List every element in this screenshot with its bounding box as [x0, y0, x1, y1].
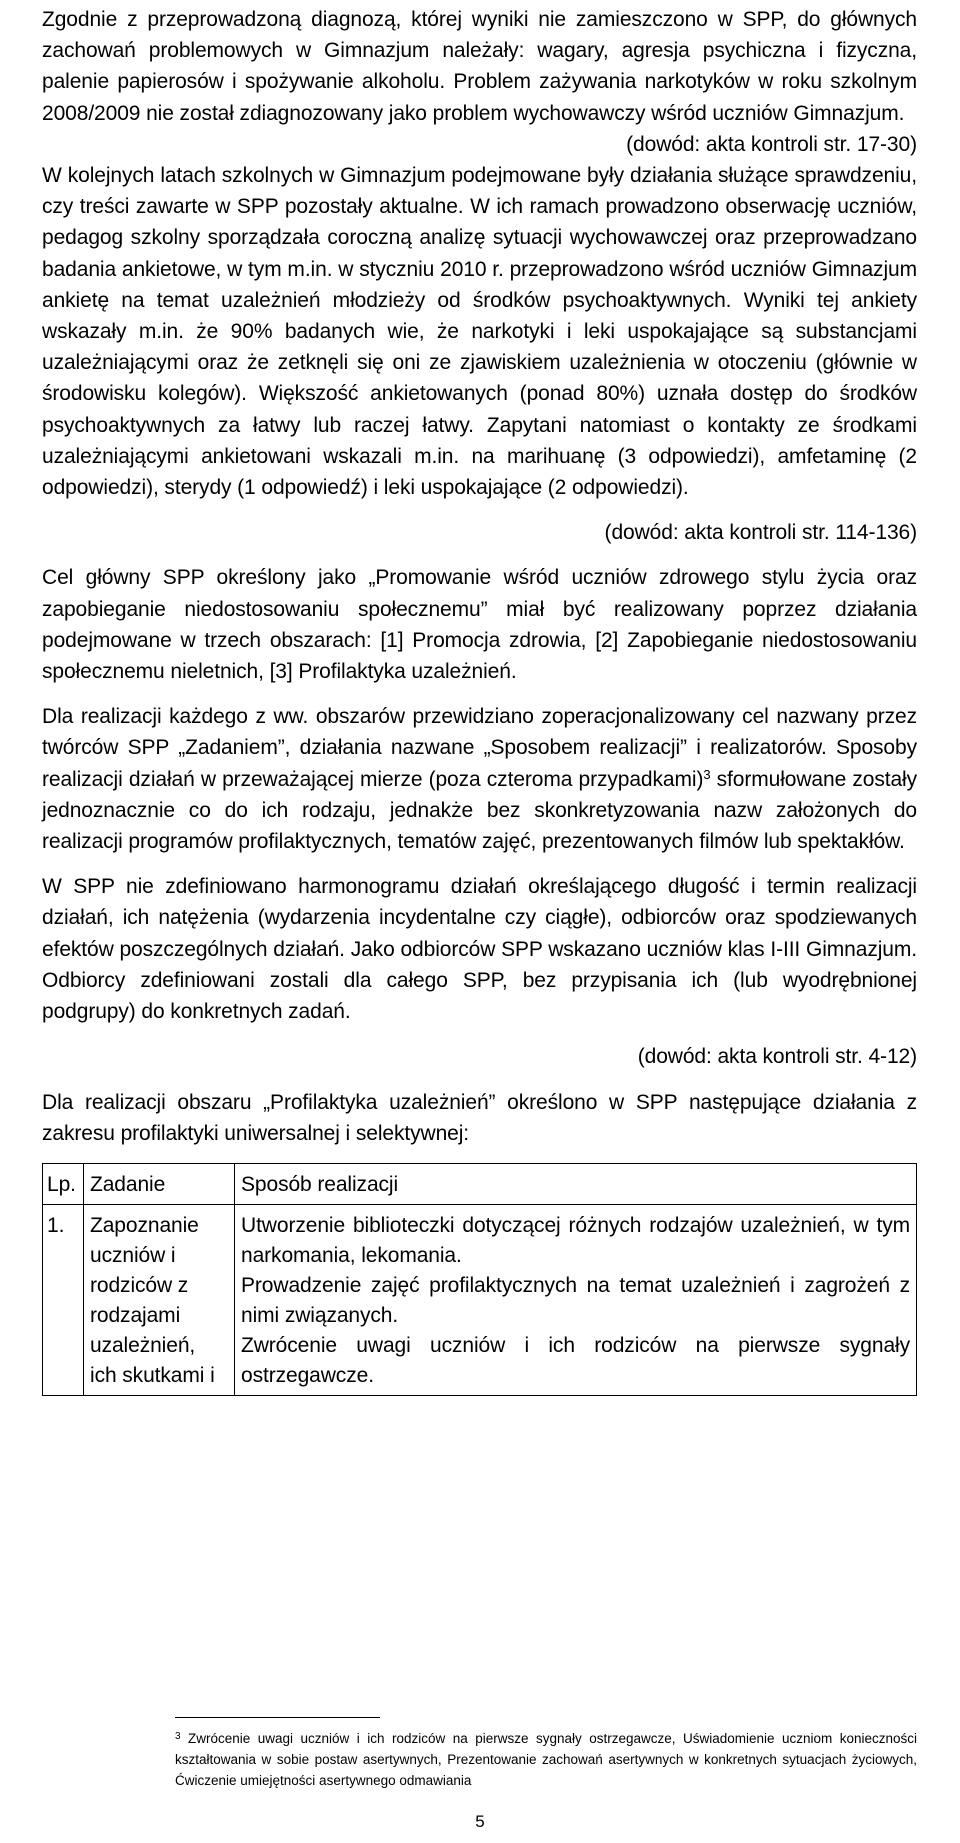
sposob-item: Utworzenie biblioteczki dotyczącej różnych rodzajów uzależnień, w tym narkomania, lekomania.	[241, 1213, 910, 1267]
paragraph-main-goal: Cel główny SPP określony jako „Promowanie wśród uczniów zdrowego stylu życia oraz zapobieganie niedostosowaniu społecznemu” miał być realizowany poprzez działania podejmowane w trzech obszarach: [1] Promocja zdrowia, [2] Zapobieganie niedostosowaniu społecznemu nieletnich, [3] Profilaktyka uzależnień.	[42, 566, 917, 684]
paragraph-diagnosis: Zgodnie z przeprowadzoną diagnozą, której wyniki nie zamieszczono w SPP, do głównych zachowań problemowych w Gimnazjum należały: wagary, agresja psychiczna i fizyczna, palenie papierosów i spożywanie alkoholu. Problem zażywania narkotyków w roku szkolnym 2008/2009 nie został zdiagnozowany jako problem wychowawczy wśród uczniów Gimnazjum.	[42, 8, 917, 125]
evidence-note: (dowód: akta kontroli str. 4-12)	[637, 1045, 917, 1069]
paragraph-schedule: W SPP nie zdefiniowano harmonogramu działań określającego długość i termin realizacji działań, ich natężenia (wydarzenia incydentalne czy ciągłe), odbiorców oraz spodziewanych efektów poszczególnych działań. Jako odbiorców SPP wskazano uczniów klas I-III Gimnazjum. Odbiorcy zdefiniowani zostali dla całego SPP, bez przypisania ich (lub wyodrębnionej podgrupy) do konkretnych zadań.	[42, 875, 917, 1024]
footnote-text: Zwrócenie uwagi uczniów i ich rodziców na pierwsze sygnały ostrzegawcze, Uświadomienie uczniom konieczności kształtowania w sobie postaw asertywnych, Prezentowanie zachowań asertywnych w konkretnych sytuacjach życiowych, Ćwiczenie umiejętności asertywnego odmawiania	[175, 1731, 917, 1788]
zadanie-line: rodziców z	[90, 1273, 189, 1297]
table-header-row	[43, 1163, 917, 1204]
paragraph-prevention-intro: Dla realizacji obszaru „Profilaktyka uzależnień” określono w SPP następujące działania z zakresu profilaktyki uniwersalnej i selektywnej:	[42, 1090, 917, 1145]
main-content	[42, 4, 917, 1396]
paragraph-realization	[42, 701, 917, 857]
evidence-note: (dowód: akta kontroli str. 114-136)	[604, 521, 917, 545]
header-lp: Lp.	[43, 1163, 84, 1204]
footnote-ref[interactable]: 3	[703, 766, 711, 782]
zadanie-line: Zapoznanie	[90, 1213, 199, 1237]
zadanie-line: uzależnień,	[90, 1333, 196, 1357]
paragraph-realization-part2: sformułowane zostały jednoznacznie co do ich rodzaju, jednakże bez skonkretyzowania nazw założonych do realizacji programów profilaktycznych, tematów zajęć, prezentowanych filmów lub spektakłów.	[42, 767, 917, 854]
zadanie-line: uczniów i	[90, 1243, 176, 1267]
header-sposob: Sposób realizacji	[235, 1163, 917, 1204]
footnote-separator	[175, 1717, 380, 1718]
paragraph-survey: W kolejnych latach szkolnych w Gimnazjum podejmowane były działania służące sprawdzeniu, czy treści zawarte w SPP pozostały aktualne. W ich ramach prowadzono obserwację uczniów, pedagog szkolny sporządzała coroczną analizę sytuacji wychowawczej oraz przeprowadzano badania ankietowe, w tym m.in. w styczniu 2010 r. przeprowadzono wśród uczniów Gimnazjum ankietę na temat uzależnień młodzieży od środków psychoaktywnych. Wyniki tej ankiety wskazały m.in. że 90% badanych wie, że narkotyki i leki uspokajające są substancjami uzależniającymi oraz że zetknęli się oni ze zjawiskiem uzależnienia w otoczeniu (głównie w środowisku kolegów). Większość ankietowanych (ponad 80%) uznała dostęp do środków psychoaktywnych za łatwy lub raczej łatwy. Zapytani natomiast o kontakty ze środkami uzależniającymi ankietowani wskazali m.in. na marihuanę (3 odpowiedzi), amfetaminę (2 odpowiedzi), sterydy (1 odpowiedź) i leki uspokajające (2 odpowiedzi).	[42, 164, 917, 500]
sposob-item: Zwrócenie uwagi uczniów i ich rodziców na pierwsze sygnały ostrzegawcze.	[241, 1333, 910, 1387]
cell-sposob	[235, 1204, 917, 1395]
zadanie-line: ich skutkami i	[90, 1363, 215, 1387]
footnote-number: 3	[175, 1731, 181, 1742]
cell-lp: 1.	[43, 1204, 84, 1395]
footnote	[175, 1728, 917, 1791]
paragraph-realization-part1: Dla realizacji każdego z ww. obszarów przewidziano zoperacjonalizowany cel nazwany przez twórców SPP „Zadaniem”, działania nazwane „Sposobem realizacji” i realizatorów. Sposoby realizacji działań w przeważającej mierze (poza czteroma przypadkami)	[42, 705, 917, 791]
zadanie-line: rodzajami	[90, 1303, 181, 1327]
prevention-tasks-table	[42, 1163, 917, 1396]
cell-zadanie	[84, 1204, 235, 1395]
table-row	[43, 1204, 917, 1395]
header-zadanie: Zadanie	[84, 1163, 235, 1204]
evidence-note: (dowód: akta kontroli str. 17-30)	[626, 132, 917, 156]
page-number: 5	[475, 1812, 485, 1831]
sposob-item: Prowadzenie zajęć profilaktycznych na temat uzależnień i zagrożeń z nimi związanych.	[241, 1273, 910, 1327]
